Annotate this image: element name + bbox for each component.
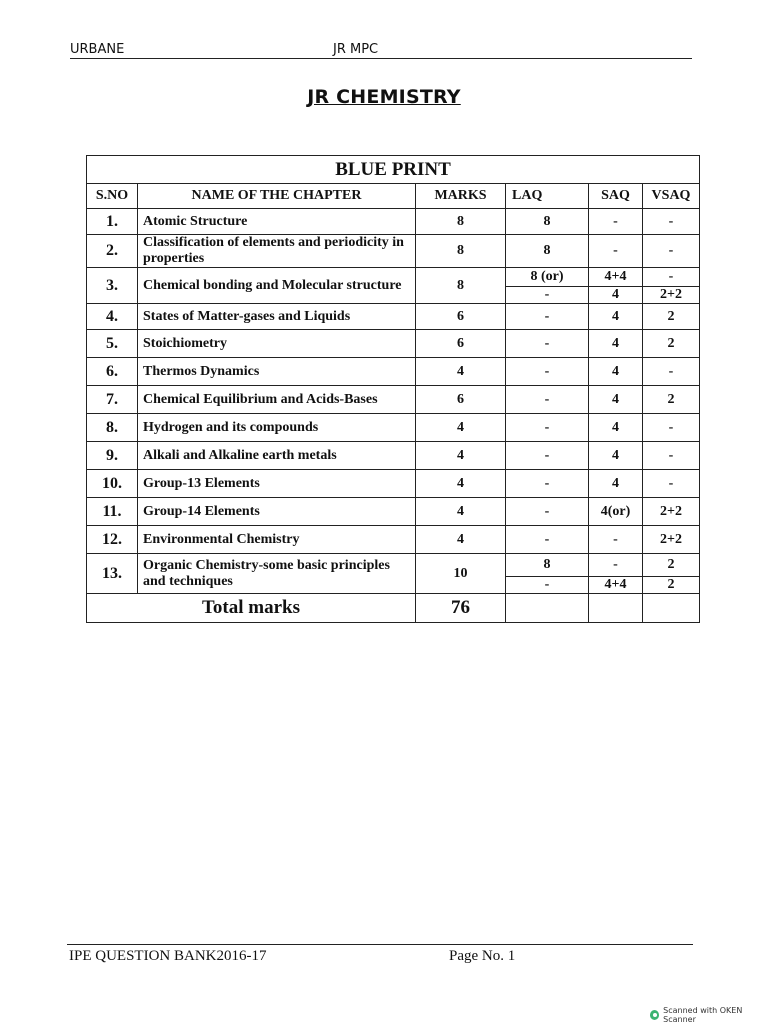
laq-cell: 8 <box>506 235 589 268</box>
table-row <box>87 470 700 498</box>
vsaq-cell: 2 <box>643 330 700 358</box>
vsaq-cell: - <box>643 235 700 268</box>
column-header: S.NO <box>87 184 138 209</box>
marks-cell: 4 <box>416 414 506 442</box>
table-row <box>87 358 700 386</box>
table-row <box>87 209 700 235</box>
saq-cell: 4+4 <box>589 577 643 594</box>
saq-cell: - <box>589 235 643 268</box>
total-value: 76 <box>416 594 506 623</box>
table-row <box>87 526 700 554</box>
laq-cell: - <box>506 498 589 526</box>
marks-cell: 4 <box>416 442 506 470</box>
saq-cell: 4 <box>589 358 643 386</box>
table-row <box>87 330 700 358</box>
table-row <box>87 442 700 470</box>
page-footer <box>67 944 693 964</box>
marks-cell: 6 <box>416 304 506 330</box>
sno-cell: 8. <box>87 414 138 442</box>
vsaq-cell: - <box>643 268 700 287</box>
table-row <box>87 414 700 442</box>
saq-cell: 4 <box>589 386 643 414</box>
empty-cell <box>589 594 643 623</box>
marks-cell: 8 <box>416 235 506 268</box>
laq-cell: 8 <box>506 209 589 235</box>
marks-cell: 4 <box>416 470 506 498</box>
table-row <box>87 386 700 414</box>
saq-cell: - <box>589 554 643 577</box>
laq-cell: - <box>506 304 589 330</box>
marks-cell: 4 <box>416 498 506 526</box>
laq-cell: 8 <box>506 554 589 577</box>
chapter-cell: Organic Chemistry-some basic principles and techniques <box>138 554 416 594</box>
vsaq-cell: 2 <box>643 554 700 577</box>
sno-cell: 4. <box>87 304 138 330</box>
saq-cell: 4 <box>589 287 643 304</box>
saq-cell: 4 <box>589 470 643 498</box>
marks-cell: 6 <box>416 386 506 414</box>
vsaq-cell: - <box>643 414 700 442</box>
chapter-cell: States of Matter-gases and Liquids <box>138 304 416 330</box>
saq-cell: 4(or) <box>589 498 643 526</box>
chapter-cell: Atomic Structure <box>138 209 416 235</box>
table-row <box>87 554 700 577</box>
laq-cell: - <box>506 287 589 304</box>
sno-cell: 6. <box>87 358 138 386</box>
chapter-cell: Classification of elements and periodicity in properties <box>138 235 416 268</box>
saq-cell: 4+4 <box>589 268 643 287</box>
vsaq-cell: 2 <box>643 577 700 594</box>
page-header <box>70 42 692 59</box>
chapter-cell: Chemical bonding and Molecular structure <box>138 268 416 304</box>
chapter-cell: Group-13 Elements <box>138 470 416 498</box>
chapter-cell: Environmental Chemistry <box>138 526 416 554</box>
total-label: Total marks <box>87 594 416 623</box>
sno-cell: 12. <box>87 526 138 554</box>
header-middle: JR MPC <box>333 42 379 57</box>
page-title: JR CHEMISTRY <box>307 86 461 108</box>
sno-cell: 13. <box>87 554 138 594</box>
marks-cell: 4 <box>416 526 506 554</box>
chapter-cell: Chemical Equilibrium and Acids-Bases <box>138 386 416 414</box>
marks-cell: 8 <box>416 268 506 304</box>
sno-cell: 11. <box>87 498 138 526</box>
marks-cell: 8 <box>416 209 506 235</box>
column-header: NAME OF THE CHAPTER <box>138 184 416 209</box>
chapter-cell: Alkali and Alkaline earth metals <box>138 442 416 470</box>
chapter-cell: Hydrogen and its compounds <box>138 414 416 442</box>
watermark-text: Scanned with OKEN Scanner <box>663 1006 743 1024</box>
column-header: VSAQ <box>643 184 700 209</box>
column-header: MARKS <box>416 184 506 209</box>
saq-cell: - <box>589 526 643 554</box>
table-caption: BLUE PRINT <box>87 156 700 184</box>
vsaq-cell: - <box>643 358 700 386</box>
table-row <box>87 498 700 526</box>
saq-cell: - <box>589 209 643 235</box>
laq-cell: - <box>506 577 589 594</box>
empty-cell <box>643 594 700 623</box>
chapter-cell: Stoichiometry <box>138 330 416 358</box>
table-row <box>87 304 700 330</box>
vsaq-cell: - <box>643 209 700 235</box>
sno-cell: 10. <box>87 470 138 498</box>
sno-cell: 5. <box>87 330 138 358</box>
laq-cell: - <box>506 470 589 498</box>
saq-cell: 4 <box>589 304 643 330</box>
scanner-logo-icon <box>650 1010 659 1020</box>
column-header: SAQ <box>589 184 643 209</box>
vsaq-cell: - <box>643 470 700 498</box>
laq-cell: 8 (or) <box>506 268 589 287</box>
laq-cell: - <box>506 526 589 554</box>
column-header: LAQ <box>506 184 589 209</box>
vsaq-cell: 2+2 <box>643 498 700 526</box>
laq-cell: - <box>506 358 589 386</box>
chapter-cell: Thermos Dynamics <box>138 358 416 386</box>
vsaq-cell: 2 <box>643 386 700 414</box>
vsaq-cell: 2+2 <box>643 526 700 554</box>
marks-cell: 6 <box>416 330 506 358</box>
column-header-row <box>87 184 700 209</box>
footer-left: IPE QUESTION BANK2016-17 <box>69 948 267 964</box>
scanner-watermark <box>650 1006 768 1024</box>
page-number: Page No. 1 <box>449 948 516 964</box>
sno-cell: 2. <box>87 235 138 268</box>
saq-cell: 4 <box>589 414 643 442</box>
vsaq-cell: 2 <box>643 304 700 330</box>
marks-cell: 10 <box>416 554 506 594</box>
vsaq-cell: 2+2 <box>643 287 700 304</box>
blueprint-table <box>86 155 700 623</box>
table-row <box>87 268 700 287</box>
marks-cell: 4 <box>416 358 506 386</box>
laq-cell: - <box>506 442 589 470</box>
sno-cell: 9. <box>87 442 138 470</box>
saq-cell: 4 <box>589 330 643 358</box>
empty-cell <box>506 594 589 623</box>
sno-cell: 7. <box>87 386 138 414</box>
sno-cell: 3. <box>87 268 138 304</box>
header-left: URBANE <box>70 42 125 57</box>
laq-cell: - <box>506 414 589 442</box>
laq-cell: - <box>506 330 589 358</box>
saq-cell: 4 <box>589 442 643 470</box>
chapter-cell: Group-14 Elements <box>138 498 416 526</box>
sno-cell: 1. <box>87 209 138 235</box>
total-row <box>87 594 700 623</box>
laq-cell: - <box>506 386 589 414</box>
table-row <box>87 235 700 268</box>
vsaq-cell: - <box>643 442 700 470</box>
